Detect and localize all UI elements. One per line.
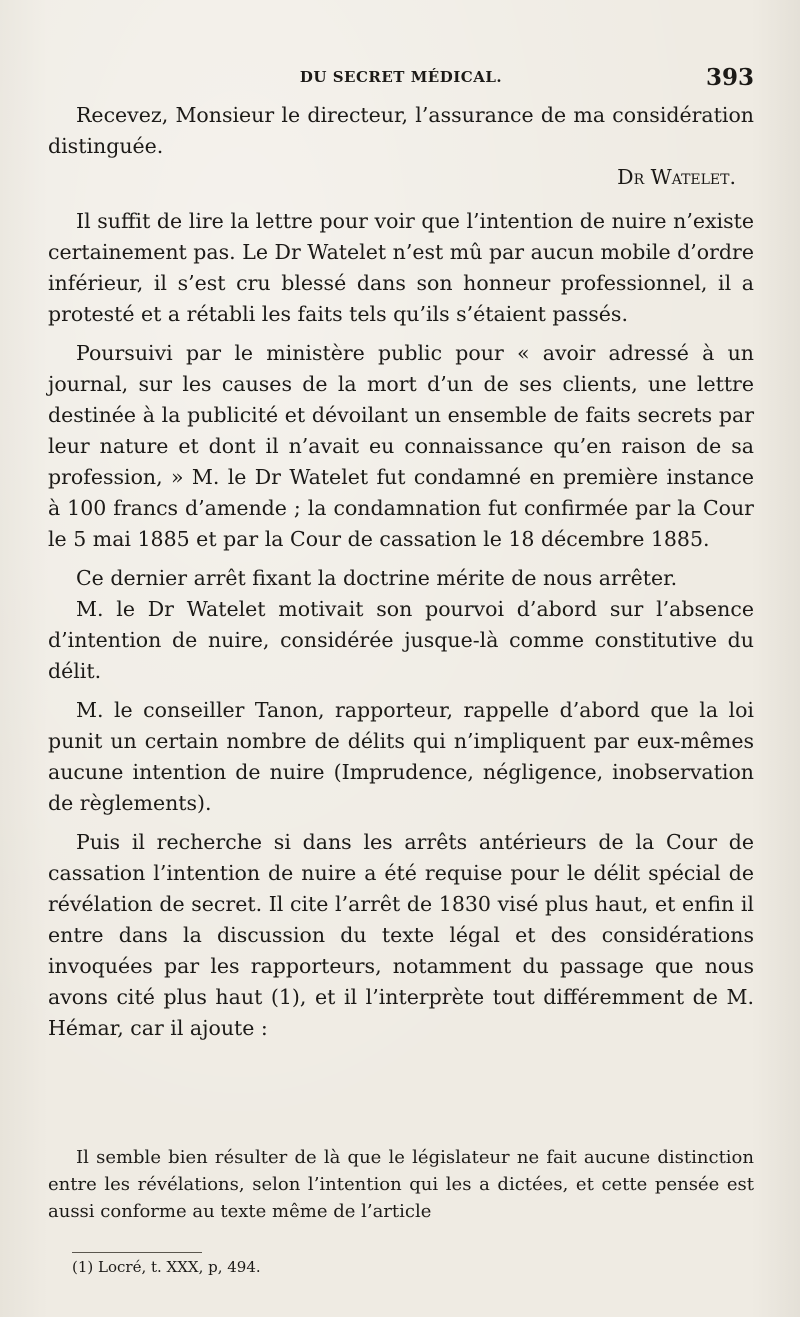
footnote-divider: [72, 1252, 202, 1253]
quote-text: Il semble bien résulter de là que le législateur ne fait aucune distinction entre les révélations, selon l’intention qui les a dictées, et cette pensée est aussi conforme au texte même de l’article: [48, 1147, 754, 1222]
page-header: [48, 62, 754, 96]
closing-salutation: Recevez, Monsieur le directeur, l’assurance de ma considération distinguée.: [48, 103, 754, 158]
running-title: DU SECRET MÉDICAL.: [299, 68, 503, 86]
paragraph: Poursuivi par le ministère public pour « avoir adressé à un journal, sur les causes de la mort d’un de ses clients, une lettre destinée à la publicité et dévoilant un ensemble de faits secrets par leur nature et dont il n’avait eu connaissance qu’en raison de sa profession, » M. le Dr Watelet fut condamné en première instance à 100 francs d’amende ; la condamnation fut confirmée par la Cour le 5 mai 1885 et par la Cour de cassation le 18 décembre 1885.: [48, 341, 754, 551]
paragraph: M. le conseiller Tanon, rapporteur, rappelle d’abord que la loi punit un certain nombre de délits qui n’impliquent par eux-mêmes aucune intention de nuire (Imprudence, négligence, inobservation de règlements).: [48, 698, 754, 815]
signature: Dr Watelet.: [617, 165, 736, 189]
paragraph: M. le Dr Watelet motivait son pourvoi d’abord sur l’absence d’intention de nuire, considérée jusque-là comme constitutive du délit.: [48, 597, 754, 683]
page-number: 393: [705, 64, 754, 91]
paragraph: Ce dernier arrêt fixant la doctrine mérite de nous arrêter.: [76, 566, 678, 590]
main-text: [48, 100, 754, 1044]
footnote: (1) Locré, t. XXX, p, 494.: [72, 1258, 261, 1276]
paragraph: Il suffit de lire la lettre pour voir que l’intention de nuire n’existe certainement pas. Le Dr Watelet n’est mû par aucun mobile d’ordre inférieur, il s’est cru blessé dans son honneur professionnel, il a protesté et a rétabli les faits tels qu’ils s’étaient passés.: [48, 209, 754, 326]
paragraph: Puis il recherche si dans les arrêts antérieurs de la Cour de cassation l’intention de nuire a été requise pour le délit spécial de révélation de secret. Il cite l’arrêt de 1830 visé plus haut, et enfin il entre dans la discussion du texte légal et des considérations invoquées par les rapporteurs, notamment du passage que nous avons cité plus haut (1), et il l’interprète tout différemment de M. Hémar, car il ajoute :: [48, 830, 754, 1040]
block-quote: [48, 1144, 754, 1225]
